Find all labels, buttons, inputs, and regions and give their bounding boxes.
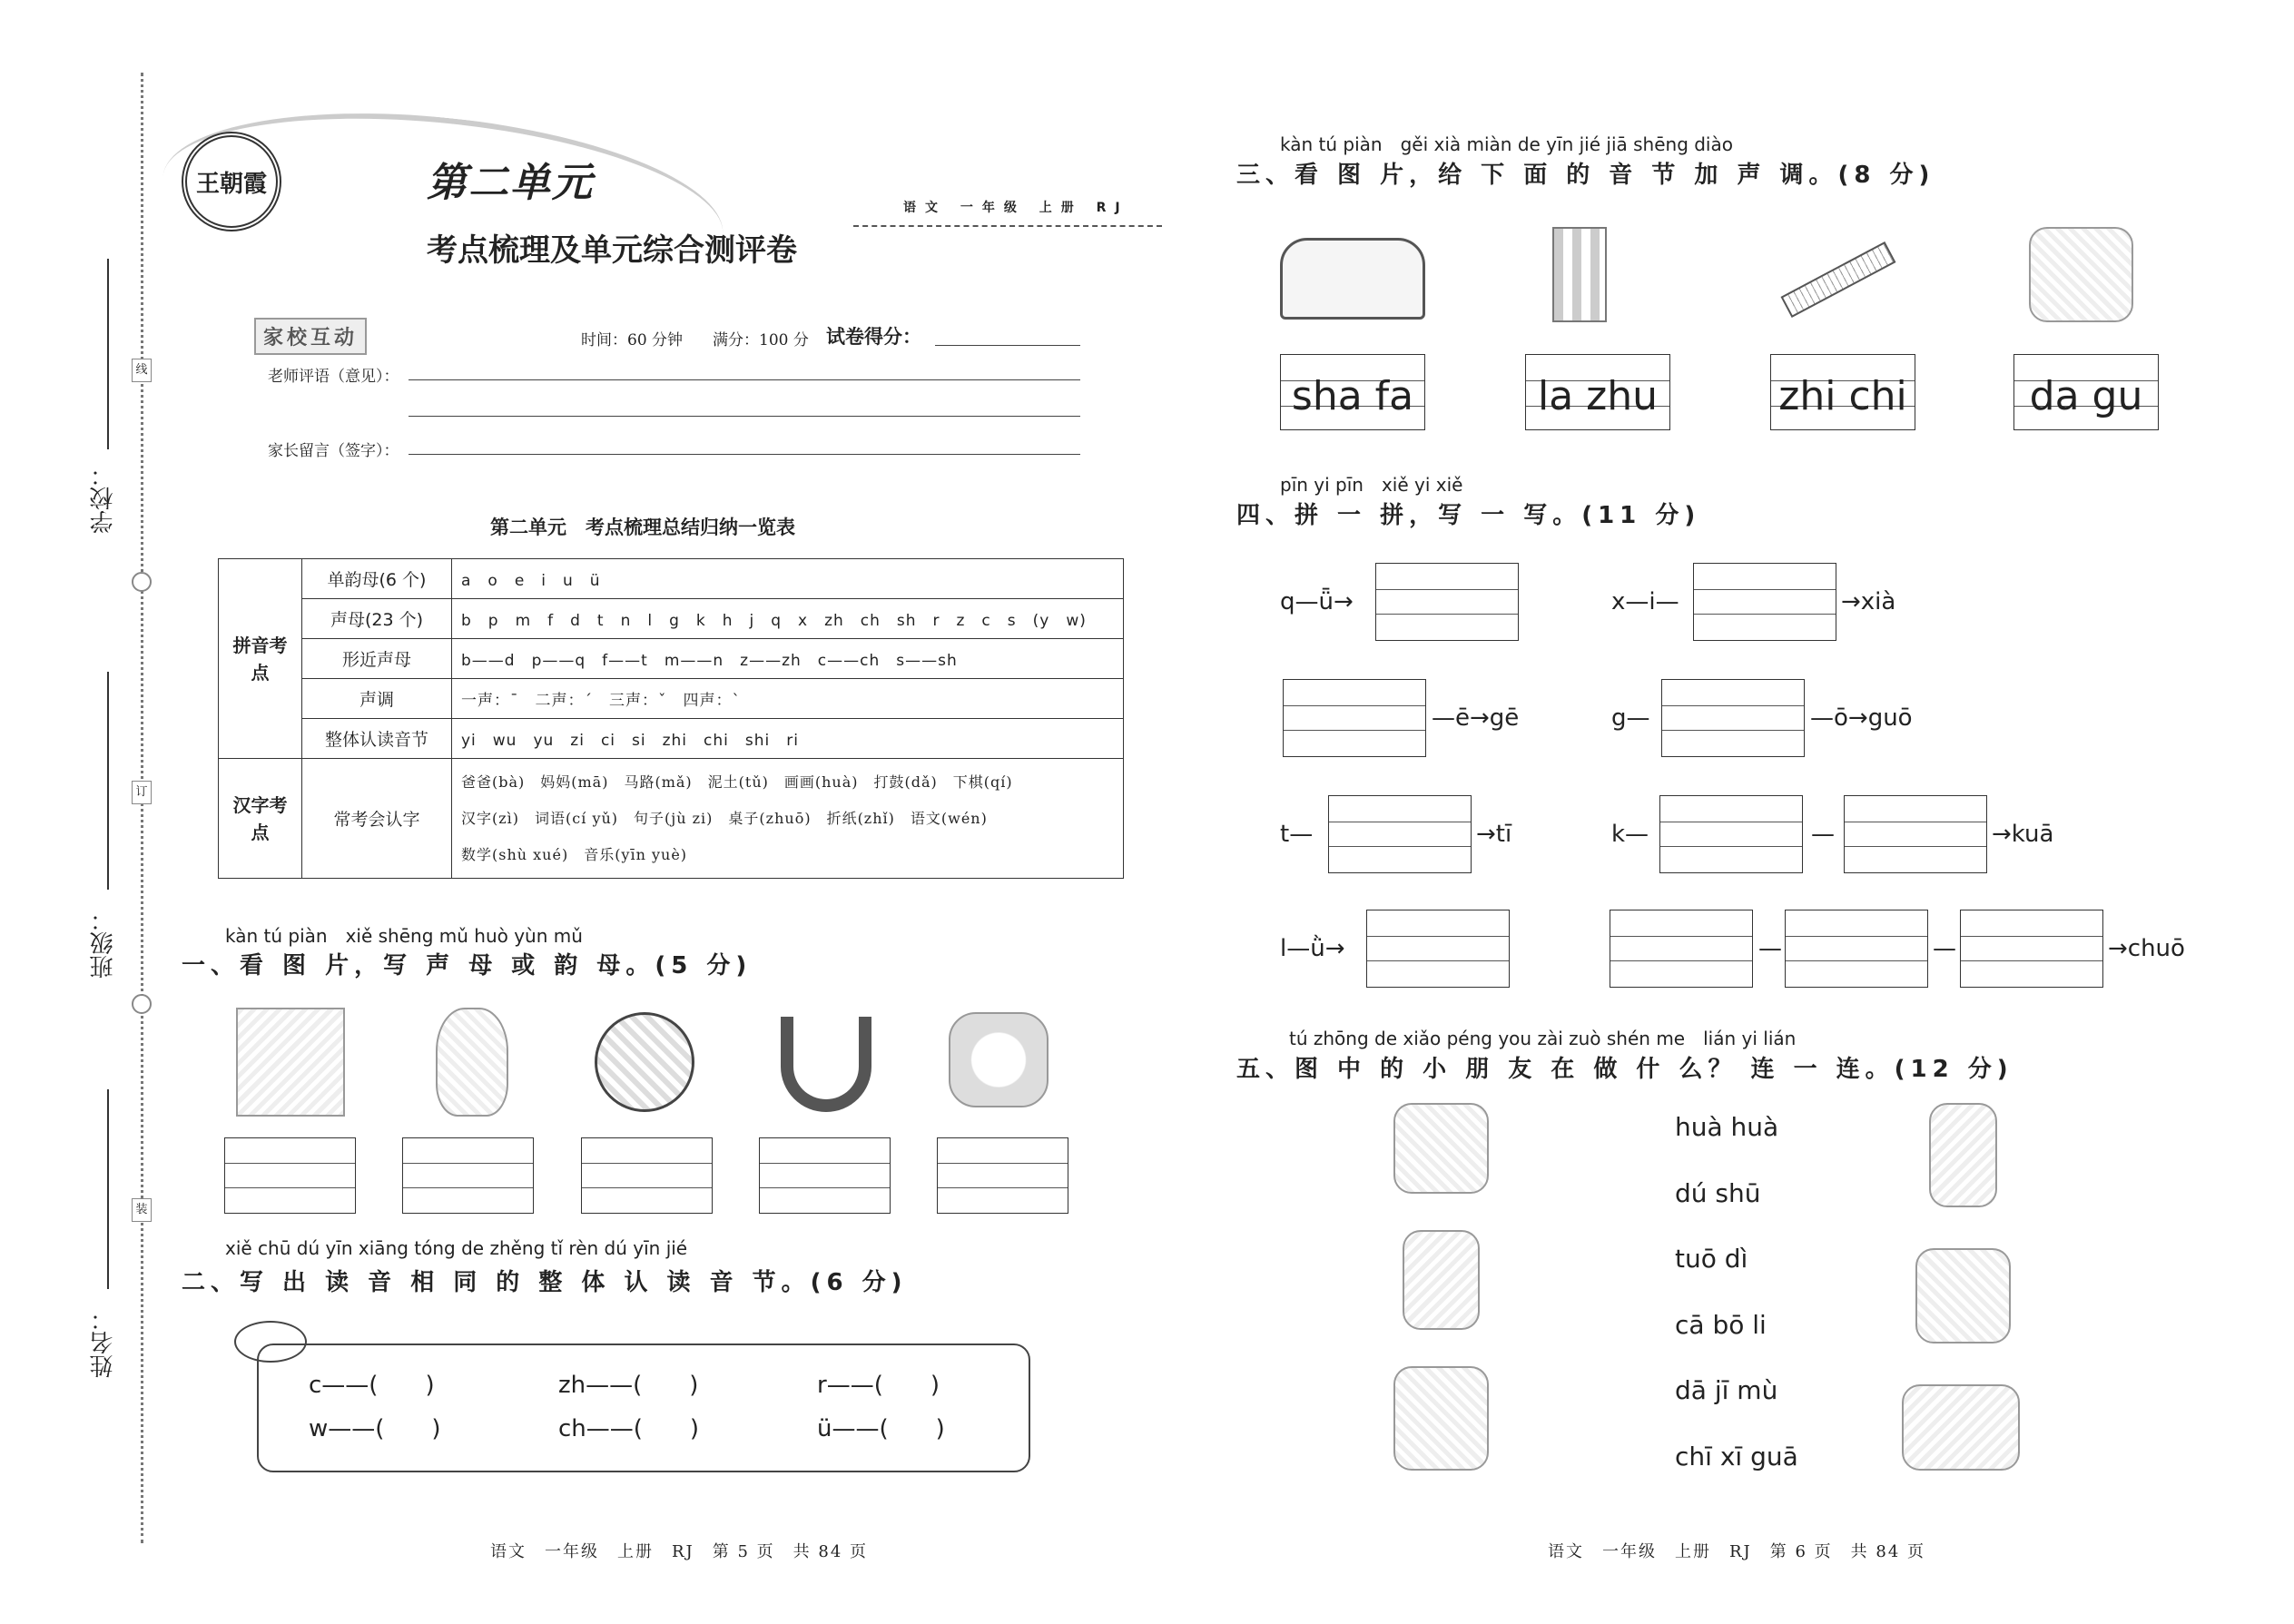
header-dash-divider (853, 225, 1162, 227)
q4-formula: →chuō (2108, 935, 2185, 962)
row-value: yi wu yu zi ci si zhi chi shi ri (452, 719, 1124, 759)
q4-answer-box[interactable] (1366, 910, 1510, 988)
q5-activity[interactable]: huà huà (1675, 1112, 1779, 1142)
q4-formula: — (1811, 821, 1835, 848)
category-hanzi: 汉字考点 (219, 759, 302, 879)
parent-comment-label: 家长留言（签字）： (268, 442, 399, 460)
q4-answer-box[interactable] (1610, 910, 1753, 988)
q2-item[interactable]: r——( ) (817, 1372, 940, 1399)
teacher-comment-field[interactable] (409, 379, 1080, 380)
q1-answer-box[interactable] (581, 1137, 713, 1214)
q3-syllable: da gu (2029, 373, 2143, 419)
q5-activity[interactable]: chī xī guā (1675, 1442, 1798, 1471)
q4-pinyin: pīn yi pīn xiě yi xiě (1280, 474, 1463, 496)
q4-formula: x—i— (1611, 588, 1679, 615)
exam-time: 时间：60 分钟 (581, 331, 684, 349)
q4-answer-box[interactable] (1960, 910, 2103, 988)
q3-syllable: sha fa (1291, 373, 1414, 419)
row-value: 一声：ˉ 二声：ˊ 三声：ˇ 四声：ˋ (452, 679, 1124, 719)
q3-syllable-box[interactable] (2013, 354, 2159, 430)
name-field-line[interactable] (107, 1089, 109, 1289)
q4-answer-box[interactable] (1375, 563, 1519, 641)
q4-formula: g— (1611, 704, 1650, 732)
q1-pinyin: kàn tú piàn xiě shēng mǔ huò yùn mǔ (225, 925, 583, 947)
candles-picture (1552, 227, 1607, 322)
row-label: 单韵母(6 个) (302, 559, 452, 599)
school-field-line[interactable] (107, 259, 109, 449)
category-pinyin: 拼音考点 (219, 559, 302, 759)
binding-dotted-line (141, 73, 143, 1543)
q4-answer-box[interactable] (1844, 795, 1987, 873)
child-picture-left (1393, 1103, 1489, 1194)
class-field-line[interactable] (107, 672, 109, 890)
q3-pinyin: kàn tú piàn gěi xià miàn de yīn jié jiā shēng diào (1280, 133, 1733, 155)
home-school-badge: 家校互动 (254, 318, 367, 355)
score-label: 试卷得分： (826, 326, 921, 348)
page-subtitle: 考点梳理及单元综合测评卷 (427, 232, 797, 269)
rooster-picture (436, 1008, 508, 1117)
char-line: 爸爸(bà) 妈妈(mā) 马路(mǎ) 泥土(tǔ) 画画(huà) 打鼓(dǎ) 下棋(qí) (461, 773, 1013, 791)
q5-activity[interactable]: dā jī mù (1675, 1375, 1778, 1405)
q4-formula: →kuā (1992, 821, 2054, 848)
page-footer-right: 语文 一年级 上册 RJ 第 6 页 共 84 页 (1548, 1542, 1926, 1561)
parent-comment-field[interactable] (409, 454, 1080, 455)
q5-activity[interactable]: cā bō li (1675, 1310, 1767, 1340)
teacher-comment-label: 老师评语（意见）： (268, 368, 399, 386)
q2-item[interactable]: ü——( ) (817, 1415, 945, 1442)
binding-hole-icon (132, 994, 152, 1014)
sofa-picture (1280, 238, 1425, 320)
child-picture-left (1393, 1366, 1489, 1471)
q2-title: 二、写 出 读 音 相 同 的 整 体 认 读 音 节。(6 分) (182, 1269, 908, 1296)
q4-formula: l—ǜ→ (1280, 935, 1345, 962)
subject-meta: 语文 一年级 上册 RJ (903, 201, 1129, 215)
row-value: a o e i u ü (452, 559, 1124, 599)
unit-title: 第二单元 (427, 160, 594, 206)
q2-frame (257, 1343, 1030, 1472)
q3-syllable-box[interactable] (1280, 354, 1425, 430)
q4-formula: →tī (1476, 821, 1512, 848)
row-label: 常考会认字 (302, 759, 452, 879)
q2-item[interactable]: w——( ) (309, 1415, 441, 1442)
score-field[interactable] (935, 345, 1080, 346)
q4-title: 四、拼 一 拼，写 一 写。(11 分) (1236, 502, 1701, 529)
q4-answer-box[interactable] (1328, 795, 1472, 873)
q5-pinyin: tú zhōng de xiǎo péng you zài zuò shén me lián yi lián (1289, 1028, 1797, 1049)
q4-formula: k— (1611, 821, 1649, 848)
magnet-picture (781, 1017, 871, 1112)
binding-tag: 线 (132, 359, 152, 382)
q3-syllable: la zhu (1537, 373, 1659, 419)
row-label: 声调 (302, 679, 452, 719)
q5-title: 五、图 中 的 小 朋 友 在 做 什 么？ 连 一 连。(12 分) (1236, 1056, 2013, 1083)
drum-child-picture (2029, 227, 2133, 322)
char-line: 数学(shù xué) 音乐(yīn yuè) (461, 845, 688, 863)
q4-answer-box[interactable] (1283, 679, 1426, 757)
q2-item[interactable]: ch——( ) (558, 1415, 700, 1442)
child-picture-left (1403, 1230, 1480, 1330)
q3-syllable: zhi chi (1778, 373, 1907, 419)
logo-text: 王朝霞 (195, 170, 267, 198)
summary-table (218, 558, 1124, 879)
q1-answer-box[interactable] (224, 1137, 356, 1214)
row-value: b——d p——q f——t m——n z——zh c——ch s——sh (452, 639, 1124, 679)
q4-formula: — (1758, 935, 1782, 962)
q5-activity[interactable]: dú shū (1675, 1178, 1761, 1208)
school-label: 学校： (90, 463, 117, 534)
child-picture-right (1902, 1384, 2020, 1471)
child-picture-right (1915, 1248, 2011, 1343)
q2-item[interactable]: c——( ) (309, 1372, 435, 1399)
q2-pinyin: xiě chū dú yīn xiāng tóng de zhěng tǐ rèn dú yīn jié (225, 1237, 688, 1259)
teacher-chicken-picture (236, 1008, 345, 1117)
name-label: 姓名： (90, 1307, 117, 1378)
row-label: 整体认读音节 (302, 719, 452, 759)
q3-title: 三、看 图 片，给 下 面 的 音 节 加 声 调。(8 分) (1236, 162, 1935, 189)
row-label: 声母(23 个) (302, 599, 452, 639)
q4-formula: — (1933, 935, 1956, 962)
q4-answer-box[interactable] (1785, 910, 1928, 988)
q4-answer-box[interactable] (1659, 795, 1803, 873)
q1-title: 一、看 图 片，写 声 母 或 韵 母。(5 分) (182, 952, 753, 979)
q4-formula: —ō→guō (1810, 704, 1913, 732)
q3-syllable-box[interactable] (1770, 354, 1915, 430)
q4-answer-box[interactable] (1693, 563, 1836, 641)
binding-tag: 订 (132, 781, 152, 804)
q1-answer-box[interactable] (759, 1137, 891, 1214)
q4-formula: t— (1280, 821, 1314, 848)
q4-formula: —ē→gē (1432, 704, 1520, 732)
row-label: 形近声母 (302, 639, 452, 679)
q1-answer-box[interactable] (402, 1137, 534, 1214)
char-line: 汉字(zì) 词语(cí yǔ) 句子(jù zi) 桌子(zhuō) 折纸(zhǐ) 语文(wén) (461, 809, 988, 827)
teacher-comment-field[interactable] (409, 416, 1080, 417)
q5-activity[interactable]: tuō dì (1675, 1244, 1748, 1274)
watermelon-picture (595, 1012, 694, 1112)
binding-hole-icon (132, 572, 152, 592)
publisher-logo (182, 132, 281, 231)
q1-answer-box[interactable] (937, 1137, 1068, 1214)
row-value: b p m f d t n l g k h j q x zh ch sh r z c s (y w) (452, 599, 1124, 639)
q3-syllable-box[interactable] (1525, 354, 1670, 430)
full-score: 满分：100 分 (713, 331, 809, 349)
q4-formula: →xià (1841, 588, 1896, 615)
ruler-picture (1781, 241, 1896, 318)
q4-answer-box[interactable] (1661, 679, 1805, 757)
q2-item[interactable]: zh——( ) (558, 1372, 699, 1399)
class-label: 班级： (90, 908, 117, 979)
beads-picture (949, 1012, 1049, 1107)
q4-formula: q—ǖ→ (1280, 588, 1354, 615)
binding-tag: 装 (132, 1198, 152, 1222)
summary-title: 第二单元 考点梳理总结归纳一览表 (490, 517, 795, 538)
child-picture-right (1929, 1103, 1997, 1207)
page-footer-left: 语文 一年级 上册 RJ 第 5 页 共 84 页 (490, 1542, 869, 1561)
